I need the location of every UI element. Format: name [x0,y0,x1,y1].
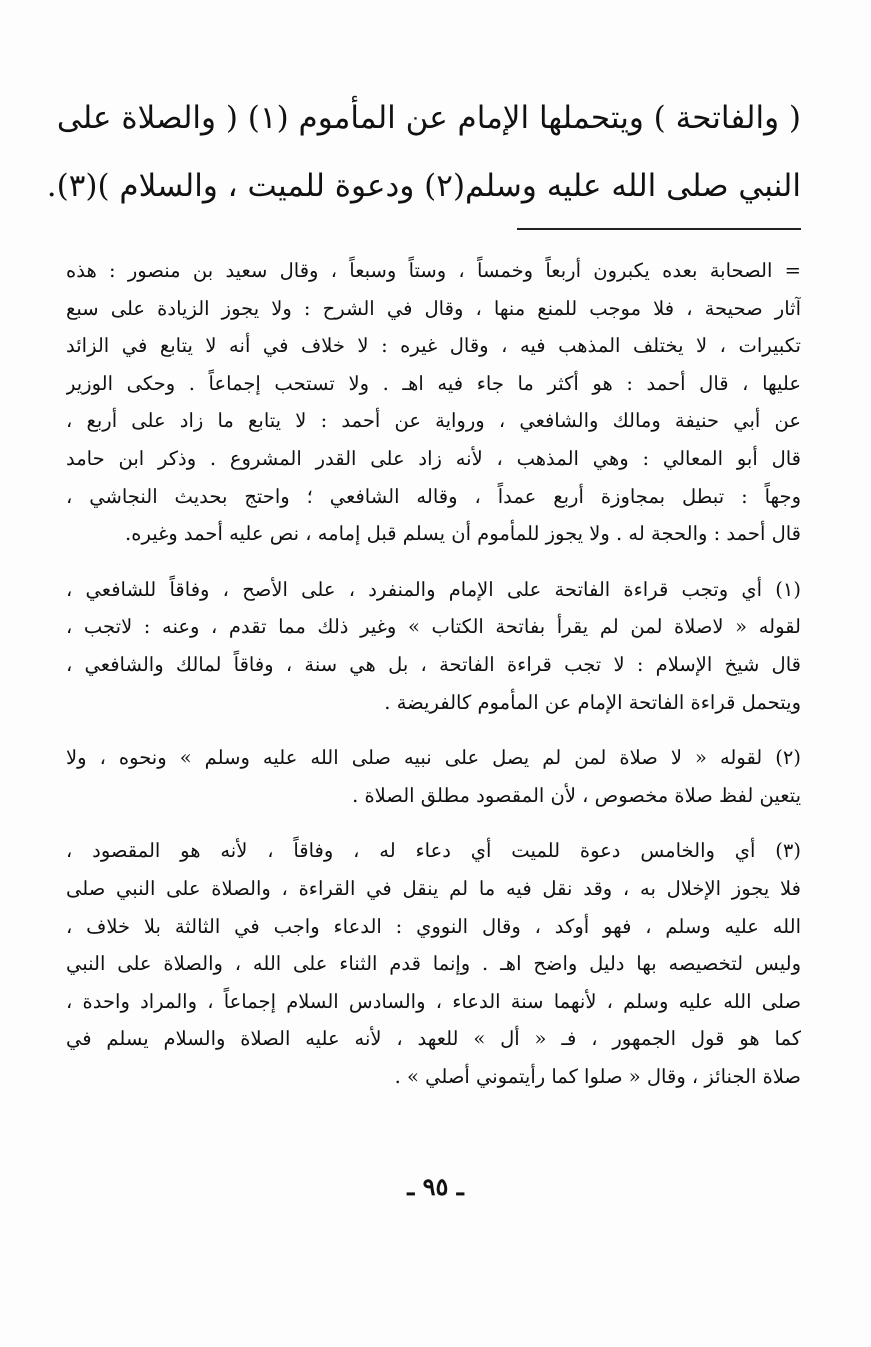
main-text [46,84,801,220]
footnote-line: آثار صحيحة ، فلا موجب للمنع منها ، وقال في الشرح : ولا يجوز الزيادة على سبع [66,296,801,320]
footnote-line: صلاة الجنائز ، وقال « صلوا كما رأيتموني أصلي » . [394,1064,801,1088]
footnote-line: (١) أي وتجب قراءة الفاتحة على الإمام والمنفرد ، على الأصح ، وفاقاً للشافعي ، [66,577,801,601]
footnote-line: وليس لتخصيصه بها دليل واضح اهـ . وإنما قدم الثناء على الله ، والصلاة على النبي [66,952,801,976]
footnote-line: لقوله « لاصلاة لمن لم يقرأ بفاتحة الكتاب » وغير ذلك مما تقدم ، وعنه : لاتجب ، [66,615,801,639]
page-number: ـ ٩٥ ـ [407,1172,464,1201]
footnote-line: الله عليه وسلم ، فهو أوكد ، وقال النووي : الدعاء واجب في الثالثة بلا خلاف ، [66,914,801,938]
footnote-line: صلى الله عليه وسلم ، لأنهما سنة الدعاء ، والسادس السلام إجماعاً ، والمراد واحدة ، [66,989,801,1013]
footnotes [66,252,801,1113]
footnote-divider [517,228,801,230]
footnote-line: فلا يجوز الإخلال به ، وقد نقل فيه ما لم ينقل في القراءة ، والصلاة على النبي صلى [66,876,801,900]
footnote-line: كما هو قول الجمهور ، فـ « أل » للعهد ، لأنه عليه الصلاة والسلام يسلم في [66,1027,801,1051]
footnote-line: وجهاً : تبطل بمجاوزة أربع عمداً ، وقاله الشافعي ؛ واحتج بحديث النجاشي ، [66,484,801,508]
footnote-line: = الصحابة بعده يكبرون أربعاً وخمساً ، وستاً وسبعاً ، وقال سعيد بن منصور : هذه [66,259,801,282]
footnote-3 [66,832,801,1095]
footnote-line: يتعين لفظ صلاة مخصوص ، لأن المقصود مطلق الصلاة . [352,783,801,807]
footnote-line: عن أبي حنيفة ومالك والشافعي ، ورواية عن أحمد : لا يتابع ما زاد على أربع ، [66,409,801,433]
footnote-line: (٣) أي والخامس دعوة للميت أي دعاء له ، وفاقاً ، لأنه هو المقصود ، [66,839,801,863]
footnote-line: تكبيرات ، لا يختلف المذهب فيه ، وقال غيره : لا خلاف في أنه لا يتابع في الزائد [66,334,801,358]
footnote-line: عليها ، قال أحمد : هو أكثر ما جاء فيه اهـ . ولا تستحب إجماعاً . وحكى الوزير [66,371,801,395]
footnote-1 [66,571,801,721]
footnote-continuation [66,252,801,553]
footnote-line: ويتحمل قراءة الفاتحة الإمام عن المأموم كالفريضة . [384,690,801,714]
footnote-line: قال أبو المعالي : وهي المذهب ، لأنه زاد على القدر المشروع . وذكر ابن حامد [66,446,801,470]
main-text-line: ( والفاتحة ) ويتحملها الإمام عن المأموم (١) ( والصلاة على [56,100,801,136]
footnote-2 [66,739,801,814]
footnote-line: (٢) لقوله « لا صلاة لمن لم يصل على نبيه صلى الله عليه وسلم » ونحوه ، ولا [66,746,801,770]
footnote-line: قال شيخ الإسلام : لا تجب قراءة الفاتحة ، بل هي سنة ، وفاقاً لمالك والشافعي ، [66,652,801,676]
main-text-line: النبي صلى الله عليه وسلم(٢) ودعوة للميت ، والسلام )(٣). [46,168,801,204]
footnote-line: قال أحمد : والحجة له . ولا يجوز للمأموم أن يسلم قبل إمامه ، نص عليه أحمد وغيره. [125,522,801,546]
